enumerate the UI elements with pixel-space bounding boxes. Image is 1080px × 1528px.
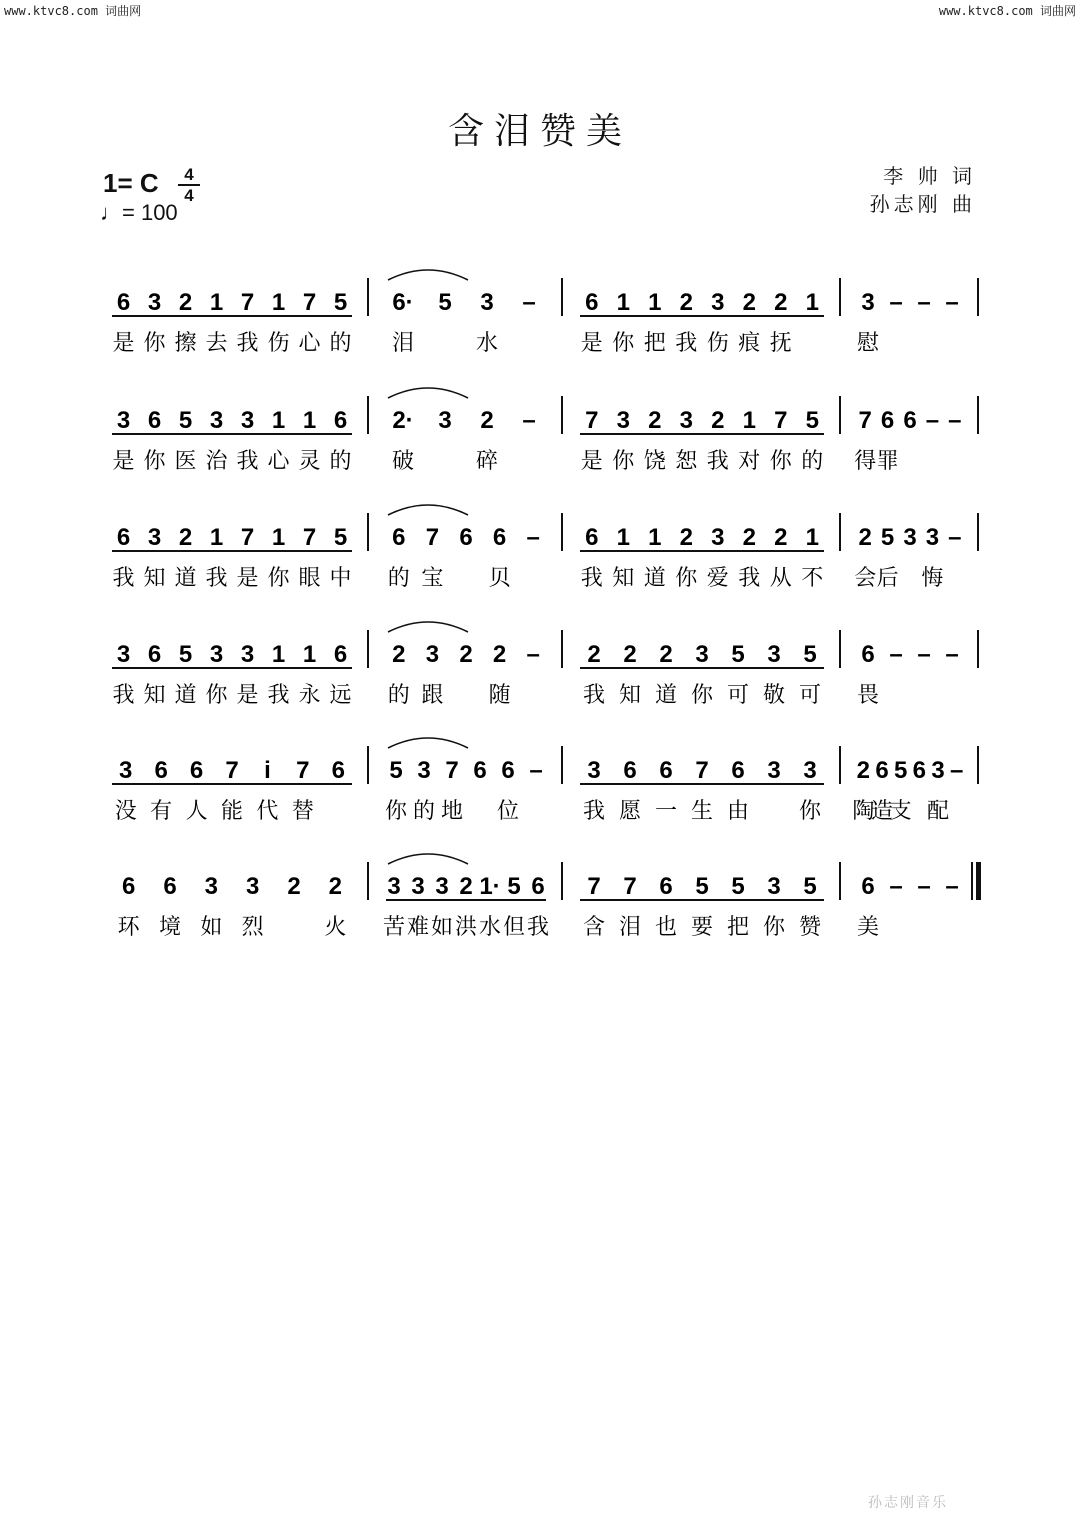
- lyric-char: 我: [112, 683, 135, 708]
- note: 3: [767, 641, 781, 668]
- lyric-char: 道: [643, 566, 666, 591]
- note: 2: [711, 407, 725, 434]
- note: –: [917, 873, 931, 900]
- slur-arc: [388, 505, 468, 515]
- note: 7: [623, 873, 637, 900]
- note: 7: [587, 873, 601, 900]
- note: 6: [912, 757, 927, 784]
- slur-arc: [388, 854, 468, 864]
- note: 3: [116, 407, 131, 434]
- note: 6: [189, 757, 204, 784]
- lyric-char: 人: [185, 799, 208, 824]
- lyric-char: 畏: [856, 683, 880, 708]
- lyric-char: 心: [298, 331, 321, 356]
- lyric-char: 的: [412, 799, 436, 824]
- note: 1: [616, 289, 630, 316]
- lyric-char: 地: [440, 799, 464, 824]
- note: 1: [648, 524, 662, 551]
- note: 1·: [479, 873, 501, 900]
- song-title: 含泪赞美: [447, 111, 632, 152]
- note: –: [948, 524, 962, 551]
- note: –: [526, 641, 540, 668]
- note: 2: [742, 289, 756, 316]
- note: i: [264, 757, 271, 784]
- time-signature-top: 4: [184, 165, 194, 184]
- lyric-char: 但: [502, 915, 526, 940]
- lyric-char: 你: [762, 915, 786, 940]
- lyric-char: 位: [496, 799, 520, 824]
- lyric-char: 可: [798, 683, 822, 708]
- note: 5: [507, 873, 521, 900]
- watermark-left: www.ktvc8.com 词曲网: [4, 4, 142, 18]
- lyric-char: 如: [200, 915, 223, 940]
- note: 6: [473, 757, 487, 784]
- lyric-char: 赞: [798, 915, 822, 940]
- lyric-char: 恕: [675, 449, 698, 474]
- lyric-char: 你: [769, 449, 792, 474]
- lyric-char: 是: [580, 331, 603, 356]
- note: 6: [659, 873, 673, 900]
- lyric-char: 医: [174, 449, 197, 474]
- note: 6: [623, 757, 637, 784]
- note: –: [889, 641, 903, 668]
- note: 2: [679, 289, 693, 316]
- lyric-char: 我: [582, 799, 606, 824]
- note: 7: [858, 407, 872, 434]
- lyric-char: 水: [478, 915, 502, 940]
- lyric-char: 宝: [421, 566, 444, 591]
- note: 3: [616, 407, 630, 434]
- note: 2: [679, 524, 693, 551]
- lyric-char: 我: [267, 683, 290, 708]
- lyric-char: 我: [526, 915, 550, 940]
- lyric-char: 你: [143, 331, 166, 356]
- slur-arc: [388, 738, 468, 748]
- note: 2: [492, 641, 507, 668]
- lyric-char: 永: [298, 683, 321, 708]
- note: –: [945, 289, 959, 316]
- note: 3: [679, 407, 693, 434]
- note: 7: [774, 407, 788, 434]
- lyric-char: 抚: [769, 331, 792, 356]
- lyric-char: 我: [236, 331, 259, 356]
- lyric-char: 含: [582, 915, 606, 940]
- note: 3: [438, 407, 452, 434]
- lyric-char: 你: [612, 331, 635, 356]
- lyric-char: 去: [205, 331, 228, 356]
- note: 2: [287, 873, 301, 900]
- lyric-char: 你: [384, 799, 408, 824]
- note: 6·: [392, 289, 414, 316]
- lyric-char: 我: [580, 566, 603, 591]
- lyric-char: 环: [117, 915, 140, 940]
- lyric-char: 泪: [391, 331, 415, 356]
- note: 3: [711, 524, 725, 551]
- note: 2: [742, 524, 756, 551]
- note: 2: [328, 873, 343, 900]
- note: 3: [711, 289, 725, 316]
- lyric-char: 远: [329, 683, 352, 708]
- note: 3: [240, 407, 255, 434]
- lyric-char: 破: [391, 449, 415, 474]
- lyric-char: 的: [387, 566, 410, 591]
- lyric-char: 能: [220, 799, 244, 824]
- note: –: [925, 407, 940, 434]
- note: 1: [302, 641, 317, 668]
- lyricist-credit: 李 帅 词: [883, 164, 976, 188]
- note: –: [889, 873, 903, 900]
- note: 3: [147, 289, 162, 316]
- lyric-char: 知: [618, 683, 642, 708]
- lyric-char: 我: [205, 566, 228, 591]
- lyric-char: 支: [889, 799, 912, 824]
- note: 2: [659, 641, 673, 668]
- lyric-char: 是: [112, 331, 135, 356]
- note: 1: [271, 407, 286, 434]
- note: 1: [805, 289, 819, 316]
- lyric-char: 我: [675, 331, 698, 356]
- lyric-char: 你: [612, 449, 635, 474]
- note: 7: [302, 289, 317, 316]
- note: 5: [803, 873, 817, 900]
- note: –: [889, 289, 903, 316]
- note: 6: [531, 873, 545, 900]
- lyric-char: 一: [654, 799, 678, 824]
- note: 2: [178, 524, 193, 551]
- tempo-marking: ♩= 100: [100, 200, 178, 225]
- lyric-char: 敬: [762, 683, 786, 708]
- note: 2: [459, 641, 473, 668]
- note: 1: [616, 524, 630, 551]
- lyric-char: 我: [738, 566, 761, 591]
- note: –: [526, 524, 540, 551]
- slur-arc: [388, 388, 468, 398]
- note: 7: [240, 524, 255, 551]
- lyric-char: 罪: [876, 449, 899, 474]
- note: 6: [731, 757, 745, 784]
- lyric-char: 代: [256, 799, 279, 824]
- final-bar-thick: [976, 862, 981, 900]
- note: 6: [116, 289, 131, 316]
- lyric-char: 后: [876, 566, 899, 591]
- note: 6: [501, 757, 515, 784]
- lyric-char: 替: [291, 799, 314, 824]
- note: 5: [880, 524, 895, 551]
- note: 7: [302, 524, 317, 551]
- lyric-char: 慰: [856, 331, 880, 356]
- lyric-char: 你: [205, 683, 228, 708]
- lyric-char: 烈: [241, 915, 264, 940]
- note: –: [948, 407, 962, 434]
- note: 6: [875, 757, 889, 784]
- note: 2: [459, 873, 473, 900]
- note: 7: [296, 757, 310, 784]
- note: 3: [767, 873, 781, 900]
- lyric-char: 知: [612, 566, 635, 591]
- lyric-char: 愿: [618, 799, 642, 824]
- slur-arc: [388, 622, 468, 632]
- lyric-char: 美: [856, 915, 880, 940]
- note: 1: [742, 407, 756, 434]
- note: 7: [695, 757, 709, 784]
- lyric-char: 生: [690, 799, 714, 824]
- note: 3: [695, 641, 709, 668]
- lyric-char: 擦: [174, 331, 197, 356]
- lyric-char: 陶: [852, 799, 875, 824]
- lyric-char: 也: [654, 915, 678, 940]
- lyric-char: 道: [174, 566, 197, 591]
- lyric-char: 你: [267, 566, 290, 591]
- note: 2: [392, 641, 406, 668]
- note: 5: [803, 641, 817, 668]
- note: 6: [392, 524, 406, 551]
- note: 5: [438, 289, 452, 316]
- lyric-char: 知: [143, 683, 166, 708]
- note: 6: [880, 407, 895, 434]
- note: –: [917, 289, 931, 316]
- note: 6: [121, 873, 136, 900]
- lyric-char: 的: [329, 449, 352, 474]
- note: 3: [480, 289, 494, 316]
- note: 3: [861, 289, 875, 316]
- note: 2: [648, 407, 662, 434]
- lyric-char: 的: [387, 683, 410, 708]
- note: 7: [425, 524, 440, 551]
- note: 2: [480, 407, 494, 434]
- note: 5: [805, 407, 819, 434]
- lyric-char: 我: [112, 566, 135, 591]
- note: 3: [119, 757, 133, 784]
- lyric-char: 水: [475, 331, 499, 356]
- note: 1: [805, 524, 819, 551]
- note: 6: [331, 757, 345, 784]
- note: 2: [587, 641, 601, 668]
- lyric-char: 的: [801, 449, 824, 474]
- note: 5: [333, 289, 348, 316]
- lyric-char: 你: [798, 799, 822, 824]
- lyric-char: 道: [174, 683, 197, 708]
- note: 6: [903, 407, 917, 434]
- lyric-char: 是: [112, 449, 135, 474]
- lyric-char: 你: [690, 683, 714, 708]
- lyric-char: 伤: [706, 331, 729, 356]
- note: 3: [209, 407, 224, 434]
- lyric-char: 由: [726, 799, 750, 824]
- lyric-char: 爱: [706, 566, 729, 591]
- lyric-char: 我: [236, 449, 259, 474]
- note: 1: [648, 289, 662, 316]
- note: 3: [425, 641, 440, 668]
- note: 6: [333, 641, 348, 668]
- lyric-char: 治: [205, 449, 228, 474]
- note: –: [949, 757, 964, 784]
- lyric-char: 火: [324, 915, 347, 940]
- note: –: [529, 757, 543, 784]
- lyric-char: 是: [236, 566, 259, 591]
- lyric-char: 是: [580, 449, 603, 474]
- note: 7: [445, 757, 459, 784]
- note: 3: [587, 757, 601, 784]
- lyric-char: 如: [430, 915, 454, 940]
- lyric-char: 跟: [421, 683, 444, 708]
- note: 6: [585, 289, 599, 316]
- lyric-char: 心: [267, 449, 290, 474]
- note: 3: [417, 757, 431, 784]
- note: 1: [209, 289, 224, 316]
- note: 1: [302, 407, 317, 434]
- note: 3: [411, 873, 425, 900]
- lyric-char: 对: [738, 449, 761, 474]
- lyric-char: 眼: [298, 566, 321, 591]
- composer-credit: 孙志刚 曲: [869, 192, 976, 216]
- lyric-char: 贝: [488, 566, 511, 591]
- lyric-char: 境: [158, 915, 182, 940]
- note: –: [522, 407, 536, 434]
- note: 5: [178, 407, 193, 434]
- time-signature-bottom: 4: [184, 186, 194, 205]
- note: 6: [492, 524, 507, 551]
- lyric-char: 痕: [738, 331, 761, 356]
- note: 6: [116, 524, 131, 551]
- note: 3: [803, 757, 817, 784]
- note: 6: [147, 407, 162, 434]
- lyric-char: 碎: [475, 449, 499, 474]
- note: 6: [154, 757, 168, 784]
- lyric-char: 随: [488, 683, 511, 708]
- lyric-char: 把: [643, 331, 666, 356]
- note: 6: [585, 524, 599, 551]
- note: 5: [389, 757, 403, 784]
- lyric-char: 是: [236, 683, 259, 708]
- lyric-char: 知: [143, 566, 166, 591]
- note: 6: [459, 524, 473, 551]
- lyric-char: 中: [329, 566, 352, 591]
- lyric-char: 我: [582, 683, 606, 708]
- lyric-char: 我: [706, 449, 729, 474]
- lyric-char: 饶: [643, 449, 666, 474]
- lyric-char: 有: [150, 799, 173, 824]
- note: –: [945, 873, 959, 900]
- note: 5: [731, 873, 745, 900]
- lyric-char: 会: [854, 566, 877, 591]
- lyric-char: 没: [114, 799, 137, 824]
- lyric-char: 你: [675, 566, 698, 591]
- note: 5: [893, 757, 908, 784]
- note: 6: [861, 641, 875, 668]
- note: 7: [240, 289, 255, 316]
- note: 3: [204, 873, 219, 900]
- note: 1: [271, 641, 286, 668]
- note: 6: [659, 757, 673, 784]
- lyric-char: 配: [926, 799, 950, 824]
- note: 1: [271, 289, 286, 316]
- note: 7: [585, 407, 599, 434]
- watermark-right: www.ktvc8.com 词曲网: [938, 4, 1076, 18]
- note: 5: [731, 641, 745, 668]
- lyric-char: 伤: [267, 331, 290, 356]
- note: 6: [861, 873, 875, 900]
- lyric-char: 造: [870, 799, 894, 824]
- note: 3: [435, 873, 449, 900]
- lyric-char: 可: [726, 683, 750, 708]
- note: –: [522, 289, 536, 316]
- note: 1: [271, 524, 286, 551]
- lyric-char: 泪: [618, 915, 642, 940]
- note: 1: [209, 524, 224, 551]
- note: 3: [903, 524, 917, 551]
- lyric-char: 悔: [921, 566, 944, 591]
- note: –: [945, 641, 959, 668]
- note: 3: [925, 524, 940, 551]
- lyric-char: 得: [854, 449, 877, 474]
- lyric-char: 把: [726, 915, 750, 940]
- note: 3: [245, 873, 260, 900]
- note: 2: [858, 524, 872, 551]
- lyric-char: 道: [654, 683, 678, 708]
- note: 5: [178, 641, 193, 668]
- note: 7: [225, 757, 239, 784]
- note: 3: [767, 757, 781, 784]
- note: 3: [240, 641, 255, 668]
- note: 3: [116, 641, 131, 668]
- lyric-char: 苦: [382, 915, 406, 940]
- note: 2: [856, 757, 871, 784]
- note: 2·: [392, 407, 414, 434]
- note: 6: [147, 641, 162, 668]
- lyric-char: 不: [801, 566, 824, 591]
- lyric-char: 难: [406, 915, 430, 940]
- note: 6: [163, 873, 177, 900]
- lyric-char: 的: [329, 331, 352, 356]
- note: 3: [387, 873, 401, 900]
- note: –: [917, 641, 931, 668]
- footer-watermark: 孙志刚音乐: [868, 1495, 948, 1511]
- lyric-char: 从: [769, 566, 792, 591]
- note: 3: [147, 524, 162, 551]
- slur-arc: [388, 270, 468, 280]
- lyric-char: 洪: [454, 915, 478, 940]
- lyric-char: 你: [143, 449, 166, 474]
- note: 2: [774, 524, 788, 551]
- lyric-char: 灵: [298, 449, 321, 474]
- note: 3: [209, 641, 224, 668]
- note: 2: [623, 641, 637, 668]
- note: 6: [333, 407, 348, 434]
- note: 2: [178, 289, 193, 316]
- note: 5: [695, 873, 709, 900]
- note: 2: [774, 289, 788, 316]
- note: 5: [333, 524, 348, 551]
- lyric-char: 要: [690, 915, 714, 940]
- key-signature: 1= C: [103, 168, 159, 198]
- note: 3: [931, 757, 945, 784]
